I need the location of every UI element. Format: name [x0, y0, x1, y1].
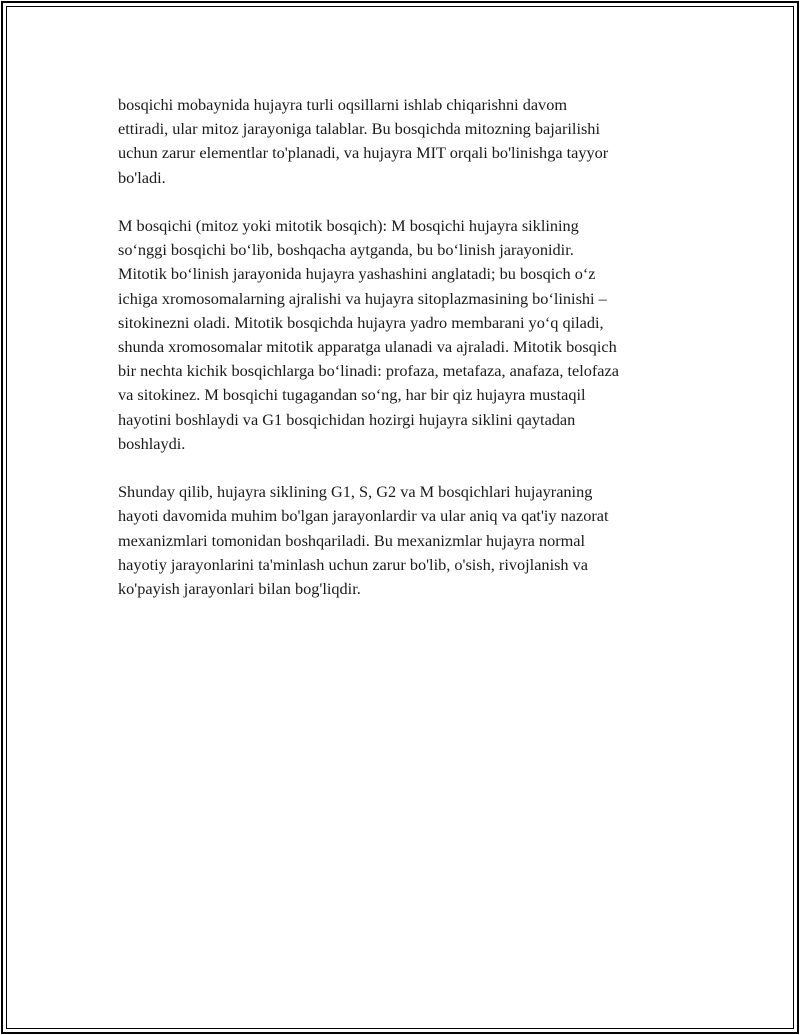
text-line: ettiradi, ular mitoz jarayoniga talablar. Bu bosqichda mitozning bajarilishi [118, 119, 600, 139]
text-line: bosqichi mobaynida hujayra turli oqsillarni ishlab chiqarishni davom [118, 95, 568, 114]
text-line: shunda xromosomalar mitotik apparatga ulanadi va ajraladi. Mitotik bosqich [118, 337, 617, 357]
paragraph-conclusion [118, 480, 698, 601]
text-line: va sitokinez. M bosqichi tugagandan so‘ng, har bir qiz hujayra mustaqil [118, 385, 586, 405]
text-line: Mitotik bo‘linish jarayonida hujayra yashashini anglatadi; bu bosqich o‘z [118, 264, 596, 284]
text-line: uchun zarur elementlar to'planadi, va hujayra MIT orqali bo'linishga tayyor [118, 143, 609, 163]
text-line: sitokinezni oladi. Mitotik bosqichda hujayra yadro membarani yo‘q qiladi, [118, 312, 604, 332]
text-line: mexanizmlari tomonidan boshqariladi. Bu mexanizmlar hujayra normal [118, 530, 586, 550]
paragraph-m-phase [118, 214, 698, 456]
text-line: so‘nggi bosqichi bo‘lib, boshqacha aytganda, bu bo‘linish jarayonidir. [118, 240, 574, 260]
text-line: Shunday qilib, hujayra siklining G1, S, G2 va M bosqichlari hujayraning [118, 482, 593, 502]
text-line: hayotiy jarayonlarini ta'minlash uchun zarur bo'lib, o'sish, rivojlanish va [118, 554, 589, 574]
text-line: hayotini boshlaydi va G1 bosqichidan hozirgi hujayra siklini qaytadan [118, 409, 576, 429]
text-line: bir nechta kichik bosqichlarga bo‘linadi: profaza, metafaza, anafaza, telofaza [118, 361, 619, 381]
text-line: ichiga xromosomalarning ajralishi va hujayra sitoplazmasining bo‘linishi – [118, 288, 607, 308]
text-line: boshlaydi. [118, 433, 186, 453]
text-line: bo'ladi. [118, 167, 166, 187]
paragraph-g2-continuation [118, 93, 698, 190]
text-line: ko'payish jarayonlari bilan bog'liqdir. [118, 579, 361, 599]
text-line: M bosqichi (mitoz yoki mitotik bosqich): M bosqichi hujayra siklining [118, 216, 579, 235]
text-line: hayoti davomida muhim bo'lgan jarayonlardir va ular aniq va qat'iy nazorat [118, 506, 609, 526]
document-body [118, 93, 698, 625]
